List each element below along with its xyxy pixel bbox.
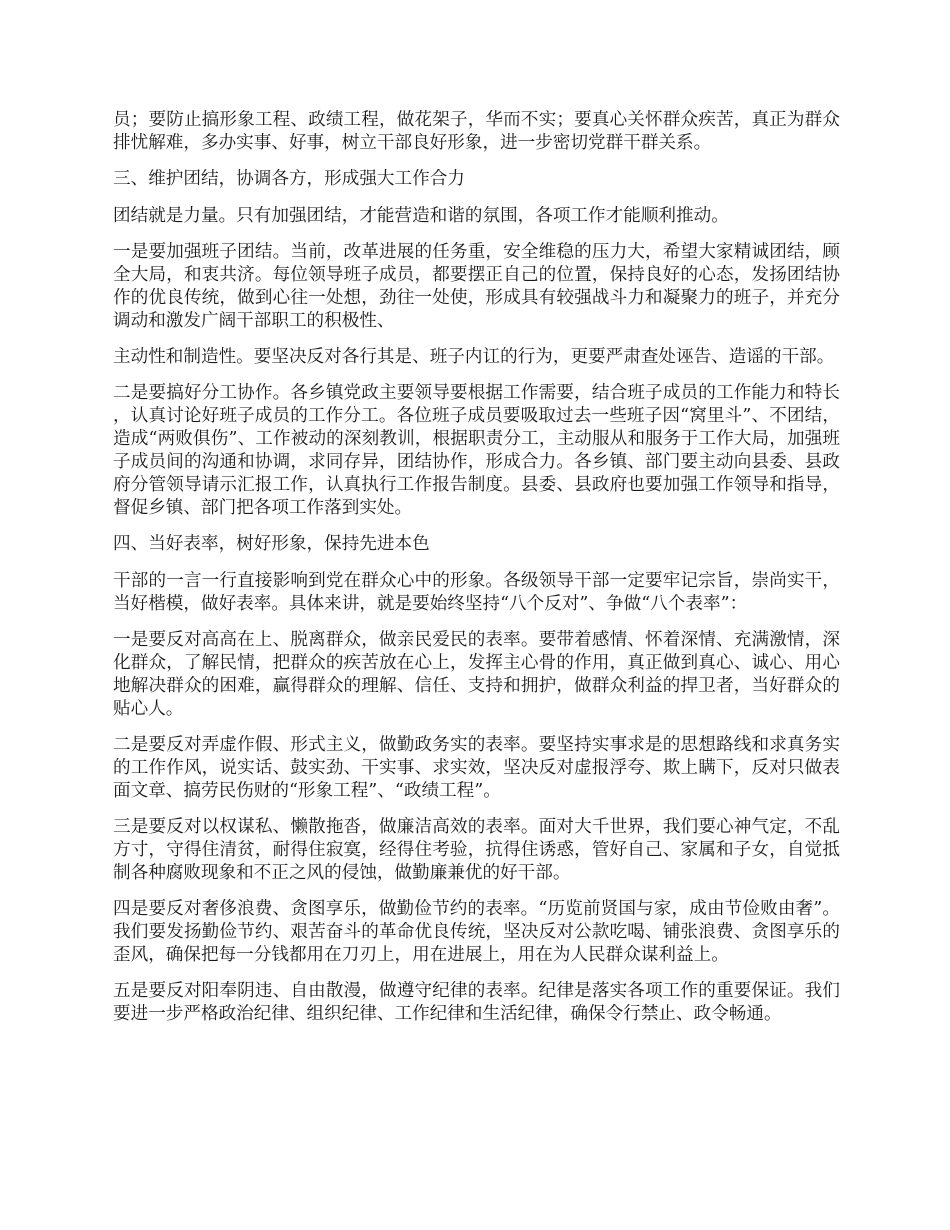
paragraph-item-1: 一是要反对高高在上、脱离群众，做亲民爱民的表率。要带着感情、怀着深情、充满激情，深化群众，了解民情，把群众的疾苦放在心上，发挥主心骨的作用，真正做到真心、诚心、用心地解决群众的困难，赢得群众的理解、信任、支持和拥护，做群众利益的捍卫者，当好群众的贴心人。	[113, 630, 840, 719]
paragraph-item-4: 四是要反对奢侈浪费、贪图享乐，做勤俭节约的表率。“历览前贤国与家，成由节俭败由奢”。我们要发扬勤俭节约、艰苦奋斗的革命优良传统，坚决反对公款吃喝、铺张浪费、贪图享乐的歪风，确保把每一分钱都用在刀刃上，用在进展上，用在为人民群众谋利益上。	[113, 899, 840, 965]
paragraph-item-2: 二是要反对弄虚作假、形式主义，做勤政务实的表率。要坚持实事求是的思想路线和求真务实的工作作风，说实话、鼓实劲、干实事、求实效，坚决反对虚报浮夸、欺上瞒下，反对只做表面文章、搞劳民伤财的“形象工程”、“政绩工程”。	[113, 735, 840, 801]
section-heading-4: 四、当好表率，树好形象，保持先进本色	[113, 534, 430, 554]
paragraph-item-3: 三是要反对以权谋私、懒散拖沓，做廉洁高效的表率。面对大千世界，我们要心神气定，不乱方寸，守得住清贫，耐得住寂寞，经得住考验，抗得住诱惑，管好自己、家属和子女，自觉抵制各种腐败现象和不正之风的侵蚀，做勤廉兼优的好干部。	[113, 817, 840, 883]
paragraph-team-unity-cont: 主动性和制造性。要坚决反对各行其是、班子内讧的行为，更要严肃查处诬告、造谣的干部。	[113, 347, 835, 367]
document-body	[113, 109, 840, 1039]
paragraph-team-unity: 一是要加强班子团结。当前，改革进展的任务重，安全维稳的压力大，希望大家精诚团结，顾全大局，和衷共济。每位领导班子成员，都要摆正自己的位置，保持良好的心态，发扬团结协作的优良传统，做到心往一处想，劲往一处使，形成具有较强战斗力和凝聚力的班子，并充分调动和激发广阔干部职工的积极性、	[113, 242, 840, 331]
paragraph-division-of-labor: 二是要搞好分工协作。各乡镇党政主要领导要根据工作需要，结合班子成员的工作能力和特长，认真讨论好班子成员的工作分工。各位班子成员要吸取过去一些班子因“窝里斗”、不团结，造成“两败俱伤”、工作被动的深刻教训，根据职责分工，主动服从和服务于工作大局，加强班子成员间的沟通和协调，求同存异，团结协作，形成合力。各乡镇、部门要主动向县委、县政府分管领导请示汇报工作，认真执行工作报告制度。县委、县政府也要加强工作领导和指导，督促乡镇、部门把各项工作落到实处。	[113, 383, 840, 518]
paragraph-unity-intro: 团结就是力量。只有加强团结，才能营造和谐的氛围，各项工作才能顺利推动。	[113, 206, 729, 226]
paragraph-cadre-image: 干部的一言一行直接影响到党在群众心中的形象。各级领导干部一定要牢记宗旨，崇尚实干，当好楷模，做好表率。具体来讲，就是要始终坚持“八个反对”、争做“八个表率”：	[113, 571, 840, 614]
paragraph-item-5: 五是要反对阳奉阴违、自由散漫，做遵守纪律的表率。纪律是落实各项工作的重要保证。我们要进一步严格政治纪律、组织纪律、工作纪律和生活纪律，确保令行禁止、政令畅通。	[113, 981, 840, 1024]
section-heading-3: 三、维护团结，协调各方，形成强大工作合力	[113, 169, 465, 189]
paragraph-continuation: 员；要防止搞形象工程、政绩工程，做花架子，华而不实；要真心关怀群众疾苦，真正为群众排忧解难，多办实事、好事，树立干部良好形象，进一步密切党群干群关系。	[113, 110, 840, 153]
